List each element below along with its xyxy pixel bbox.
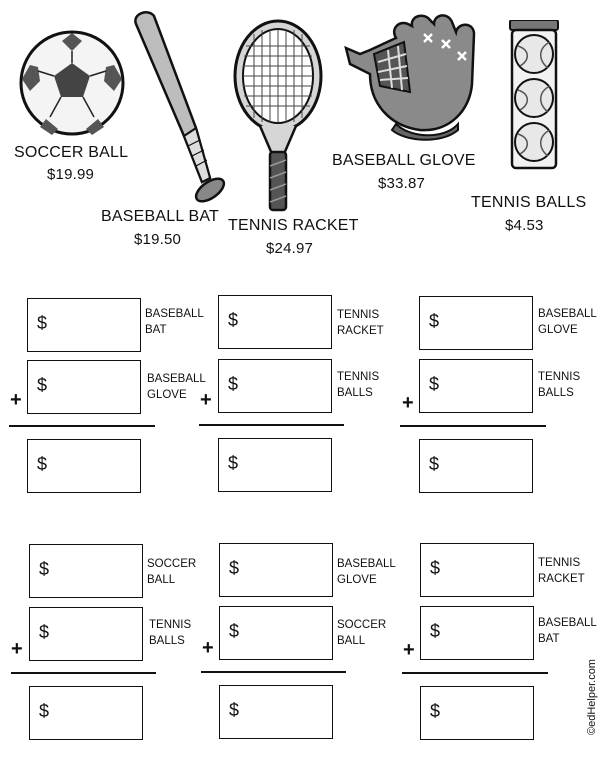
item-name-tennis-racket: TENNIS RACKET: [228, 217, 359, 234]
soccer-ball-icon: [18, 29, 126, 137]
dollar-sign: $: [430, 621, 441, 641]
problem-label: BASEBALL BAT: [145, 308, 204, 336]
problem-label: TENNIS RACKET: [538, 557, 585, 585]
dollar-sign: $: [39, 622, 50, 642]
answer-box[interactable]: [218, 295, 332, 349]
answer-box[interactable]: [29, 607, 143, 661]
sum-line: [9, 425, 155, 427]
copyright-text: ©edHelper.com: [586, 659, 598, 735]
dollar-sign: $: [429, 454, 440, 474]
sum-line: [201, 671, 346, 673]
answer-box[interactable]: [419, 296, 533, 350]
dollar-sign: $: [39, 559, 50, 579]
dollar-sign: $: [39, 701, 50, 721]
answer-box[interactable]: [420, 686, 534, 740]
sum-line: [402, 672, 548, 674]
dollar-sign: $: [228, 374, 239, 394]
problem-label: TENNIS RACKET: [337, 309, 384, 337]
baseball-bat-icon: [126, 8, 238, 208]
problem-label: BASEBALL GLOVE: [147, 373, 206, 401]
item-name-baseball-glove: BASEBALL GLOVE: [332, 152, 476, 169]
answer-box[interactable]: [420, 606, 534, 660]
answer-box[interactable]: [27, 439, 141, 493]
problem-label: TENNIS BALLS: [149, 619, 192, 647]
answer-box[interactable]: [218, 438, 332, 492]
answer-box[interactable]: [27, 360, 141, 414]
problem-label: BASEBALL GLOVE: [538, 308, 597, 336]
item-price-tennis-balls: $4.53: [505, 217, 544, 234]
dollar-sign: $: [429, 311, 440, 331]
dollar-sign: $: [430, 701, 441, 721]
dollar-sign: $: [37, 375, 48, 395]
problem-label: TENNIS BALLS: [538, 371, 581, 399]
problem-label: SOCCER BALL: [147, 558, 197, 586]
sum-line: [199, 424, 344, 426]
dollar-sign: $: [228, 453, 239, 473]
answer-box[interactable]: [219, 606, 333, 660]
plus-sign: +: [402, 392, 414, 414]
dollar-sign: $: [229, 558, 240, 578]
tennis-balls-icon: [508, 20, 560, 170]
dollar-sign: $: [228, 310, 239, 330]
item-price-tennis-racket: $24.97: [266, 240, 314, 257]
answer-box[interactable]: [218, 359, 332, 413]
problem-label: BASEBALL GLOVE: [337, 558, 396, 586]
plus-sign: +: [200, 389, 212, 411]
dollar-sign: $: [37, 313, 48, 333]
item-price-baseball-glove: $33.87: [378, 175, 426, 192]
sum-line: [11, 672, 156, 674]
answer-box[interactable]: [419, 359, 533, 413]
item-price-baseball-bat: $19.50: [134, 231, 182, 248]
item-name-soccer-ball: SOCCER BALL: [14, 144, 129, 161]
dollar-sign: $: [229, 621, 240, 641]
answer-box[interactable]: [29, 686, 143, 740]
dollar-sign: $: [37, 454, 48, 474]
problem-label: TENNIS BALLS: [337, 371, 380, 399]
answer-box[interactable]: [419, 439, 533, 493]
plus-sign: +: [11, 638, 23, 660]
answer-box[interactable]: [420, 543, 534, 597]
answer-box[interactable]: [219, 685, 333, 739]
item-price-soccer-ball: $19.99: [47, 166, 95, 183]
plus-sign: +: [202, 637, 214, 659]
tennis-racket-icon: [230, 16, 326, 212]
dollar-sign: $: [229, 700, 240, 720]
plus-sign: +: [10, 389, 22, 411]
problem-label: BASEBALL BAT: [538, 617, 597, 645]
item-name-tennis-balls: TENNIS BALLS: [471, 194, 587, 211]
plus-sign: +: [403, 639, 415, 661]
sum-line: [400, 425, 546, 427]
answer-box[interactable]: [27, 298, 141, 352]
dollar-sign: $: [429, 374, 440, 394]
problem-label: SOCCER BALL: [337, 619, 387, 647]
answer-box[interactable]: [219, 543, 333, 597]
baseball-glove-icon: [340, 14, 480, 142]
item-name-baseball-bat: BASEBALL BAT: [101, 208, 220, 225]
dollar-sign: $: [430, 558, 441, 578]
answer-box[interactable]: [29, 544, 143, 598]
